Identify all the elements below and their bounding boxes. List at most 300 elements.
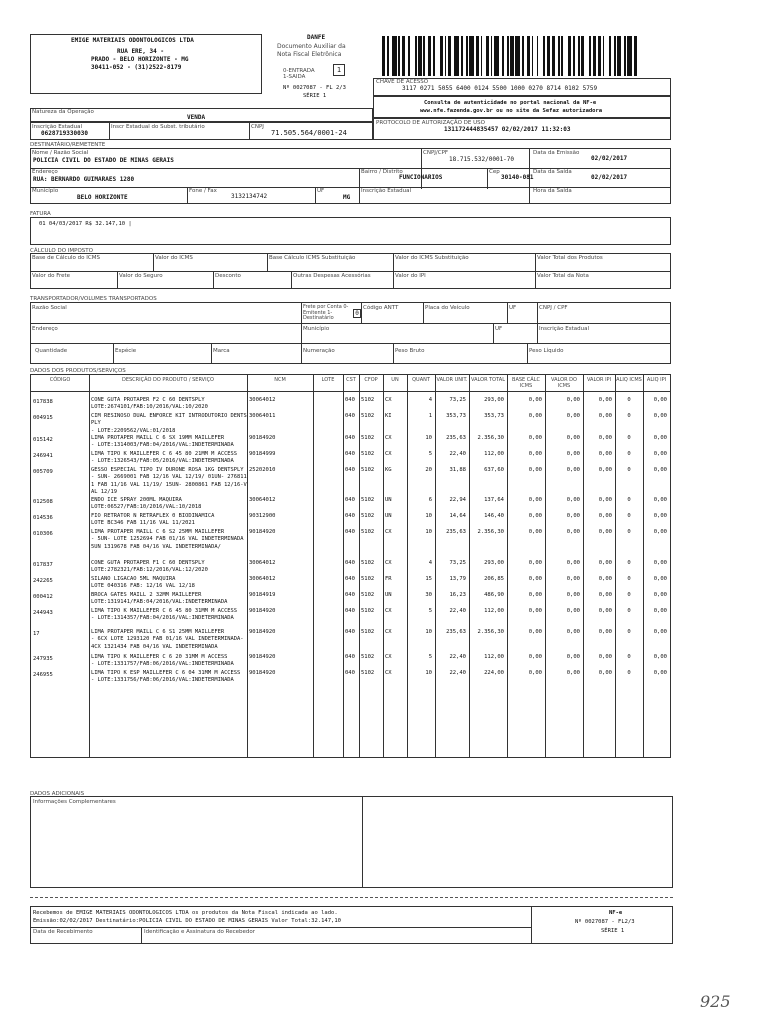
product-aliqipi: 0,00 (653, 654, 667, 660)
product-cst: 040 (345, 654, 355, 660)
canhoto-numero: Nº 0027087 - FL2/3 (575, 919, 635, 925)
product-total: 353,73 (484, 413, 504, 419)
emitente-address-1: RUA ERE, 34 - (117, 48, 164, 55)
product-qty: 5 (428, 451, 432, 457)
protocolo-value: 131172444835457 02/02/2017 11:32:03 (444, 126, 571, 133)
product-code: 246941 (33, 453, 53, 459)
product-ipi: 0,00 (598, 467, 612, 473)
dest-emissao: 02/02/2017 (591, 155, 628, 162)
transp-marca: Marca (213, 348, 230, 354)
product-total: 293,00 (484, 397, 504, 403)
product-un: CX (385, 529, 392, 535)
product-ncm: 30064012 (249, 397, 276, 403)
product-ncm: 90184920 (249, 435, 276, 441)
product-bc: 0,00 (528, 529, 542, 535)
product-icms: 0,00 (566, 413, 580, 419)
column-header: VALOR TOTAL (471, 377, 505, 383)
product-total: 2.356,30 (477, 435, 504, 441)
product-cst: 040 (345, 629, 355, 635)
product-unit: 353,73 (446, 413, 466, 419)
destinatario-box (30, 148, 671, 204)
product-ipi: 0,00 (598, 435, 612, 441)
product-cfop: 5102 (361, 497, 375, 503)
danfe-serie: SÉRIE 1 (303, 93, 327, 99)
product-description: BROCA GATES MAILL 2 32MM MAILLEFER LOTE:1319141/FAB:04/2016/VAL:INDETERMINADA (91, 592, 228, 606)
canhoto-box (30, 906, 673, 944)
product-bc: 0,00 (528, 451, 542, 457)
transp-antt: Código ANTT (363, 305, 399, 311)
v-nota-label: Valor Total da Nota (537, 273, 589, 279)
transp-ie: Inscrição Estadual (539, 326, 590, 332)
product-aliqipi: 0,00 (653, 629, 667, 635)
product-cst: 040 (345, 435, 355, 441)
product-unit: 73,25 (449, 560, 466, 566)
product-description: LIMA TIPO K ESP MAILLEFER C 6 04 31MM M ACCESS - LOTE:1331756/FAB:06/2016/VAL:INDETERMINADA (91, 670, 241, 684)
product-total: 637,60 (484, 467, 504, 473)
produtos-table (30, 374, 671, 758)
bc-icms-label: Base de Cálculo do ICMS (32, 255, 100, 261)
canhoto-data-label: Data de Recebimento (33, 929, 93, 935)
product-aliqipi: 0,00 (653, 451, 667, 457)
product-un: KG (385, 467, 392, 473)
product-cfop: 5102 (361, 629, 375, 635)
transp-placa: Placa do Veículo (425, 305, 470, 311)
product-total: 486,90 (484, 592, 504, 598)
product-description: GESSO ESPECIAL TIPO IV DURONE ROSA 1KG DENTSPLY - SUN- 2669001 FAB 12/16 VAL 12/19/ 01UN- 276811 1 FAB 11/16 VAL 11/19/ 15UN- 2800861 FAB 12/16-V AL 12/19 (91, 467, 247, 496)
barcode-image (382, 36, 640, 76)
product-description: CONE GUTA PROTAPER F1 C 60 DENTSPLY LOTE:2782321/FAB:12/2016/VAL:12/2020 (91, 560, 208, 574)
product-cst: 040 (345, 608, 355, 614)
product-icms: 0,00 (566, 592, 580, 598)
transp-quantidade: Quantidade (35, 348, 68, 354)
product-total: 206,85 (484, 576, 504, 582)
product-total: 2.356,30 (477, 529, 504, 535)
product-icms: 0,00 (566, 529, 580, 535)
adicionais-box (30, 796, 673, 888)
product-description: LIMA TIPO K MAILLEFER C 6 45 80 21MM M ACCESS - LOTE:1326543/FAB:05/2016/VAL:INDETERMINADA (91, 451, 238, 465)
product-bc: 0,00 (528, 397, 542, 403)
product-cst: 040 (345, 497, 355, 503)
danfe-tipo: 1 (333, 64, 345, 76)
product-bc: 0,00 (528, 670, 542, 676)
product-un: CX (385, 435, 392, 441)
product-code: 017838 (33, 399, 53, 405)
product-cst: 040 (345, 413, 355, 419)
product-description: CONE GUTA PROTAPER F2 C 60 DENTSPLY LOTE:2674101/FAB:10/2016/VAL:10/2020 (91, 397, 208, 411)
product-description: SILANO LIGACAO 5ML MAQUIRA LOTE 040316 FAB: 12/16 VAL 12/18 (91, 576, 195, 590)
product-code: 004915 (33, 415, 53, 421)
product-aliqipi: 0,00 (653, 513, 667, 519)
chave-box (373, 78, 671, 96)
product-aliqipi: 0,00 (653, 497, 667, 503)
column-header: CFOP (364, 377, 378, 383)
product-description: LIMA TIPO K MAILLEFER C 6 45 80 31MM M ACCESS - LOTE:1314357/FAB:04/2016/VAL:INDETERMINADA (91, 608, 238, 622)
v-ipi-label: Valor do IPI (395, 273, 426, 279)
danfe-title: DANFE (307, 34, 326, 41)
transp-peso-bruto: Peso Bruto (395, 348, 425, 354)
product-total: 224,00 (484, 670, 504, 676)
product-cfop: 5102 (361, 467, 375, 473)
dest-endereco-label: Endereço (32, 169, 58, 175)
product-cst: 040 (345, 576, 355, 582)
product-icms: 0,00 (566, 670, 580, 676)
product-icms: 0,00 (566, 451, 580, 457)
dest-cnpj: 18.715.532/0001-70 (449, 156, 515, 163)
product-description: LIMA PROTAPER MAILL C 6 S2 25MM MAILLEFER - 5UN- LOTE 1252694 FAB 01/16 VAL INDETERMINADA 5UN 1319678 FAB 04/16 VAL INDETERMINADA/ (91, 529, 244, 550)
transp-cnpj: CNPJ / CPF (539, 305, 568, 311)
dest-uf: MG (343, 194, 351, 201)
v-st-label: Valor do ICMS Substituição (395, 255, 469, 261)
product-icms: 0,00 (566, 654, 580, 660)
product-unit: 235,63 (446, 529, 466, 535)
product-qty: 6 (428, 497, 432, 503)
fatura-box (30, 217, 671, 245)
v-icms-label: Valor do ICMS (155, 255, 193, 261)
produtos-section: DADOS DOS PRODUTOS/SERVIÇOS (30, 368, 126, 374)
adicionais-section: DADOS ADICIONAIS (30, 791, 85, 797)
product-cfop: 5102 (361, 670, 375, 676)
bc-st-label: Base Cálculo ICMS Substituição (269, 255, 356, 261)
danfe-subtitle-2: Nota Fiscal Eletrônica (277, 51, 342, 58)
product-total: 137,64 (484, 497, 504, 503)
product-ipi: 0,00 (598, 513, 612, 519)
protocolo-label: PROTOCOLO DE AUTORIZAÇÃO DE USO (376, 120, 485, 126)
product-ncm: 30064012 (249, 497, 276, 503)
product-cfop: 5102 (361, 529, 375, 535)
product-cfop: 5102 (361, 451, 375, 457)
product-cst: 040 (345, 451, 355, 457)
imposto-box (30, 253, 671, 289)
product-cst: 040 (345, 592, 355, 598)
product-ipi: 0,00 (598, 629, 612, 635)
product-bc: 0,00 (528, 576, 542, 582)
product-code: 010306 (33, 531, 53, 537)
imposto-section: CÁLCULO DO IMPOSTO (30, 248, 93, 254)
canhoto-assinatura-label: Identificação e Assinatura do Recebedor (144, 929, 256, 935)
product-un: CX (385, 629, 392, 635)
product-aliq: 0 (627, 497, 631, 503)
product-icms: 0,00 (566, 497, 580, 503)
product-ipi: 0,00 (598, 576, 612, 582)
product-unit: 22,40 (449, 451, 466, 457)
v-frete-label: Valor do Frete (32, 273, 71, 279)
inscricoes-box (30, 122, 373, 140)
product-description: FIO RETRATOR N RETRAFLEX 0 BIODINAMICA LOTE BC346 FAB 11/16 VAL 11/2021 (91, 513, 215, 527)
product-unit: 16,23 (449, 592, 466, 598)
product-description: CIM RESINOSO DUAL ENFORCE KIT INTRODUTORIO DENTS PLY - LOTE:2209562/VAL:01/2018 (91, 413, 247, 434)
product-aliqipi: 0,00 (653, 560, 667, 566)
product-un: UN (385, 592, 392, 598)
product-code: 244943 (33, 610, 53, 616)
product-cfop: 5102 (361, 592, 375, 598)
product-icms: 0,00 (566, 397, 580, 403)
product-bc: 0,00 (528, 467, 542, 473)
product-aliqipi: 0,00 (653, 576, 667, 582)
desconto-label: Desconto (215, 273, 241, 279)
column-header: QUANT (412, 377, 430, 383)
product-ncm: 90184920 (249, 629, 276, 635)
product-icms: 0,00 (566, 513, 580, 519)
dest-saida: 02/02/2017 (591, 174, 628, 181)
product-total: 293,00 (484, 560, 504, 566)
emitente-address-3: 30411-052 - (31)2522-8179 (91, 64, 182, 71)
product-cst: 040 (345, 529, 355, 535)
dest-nome-label: Nome / Razão Social (32, 150, 89, 156)
product-ncm: 90312900 (249, 513, 276, 519)
product-code: 015142 (33, 437, 53, 443)
product-unit: 22,94 (449, 497, 466, 503)
product-ipi: 0,00 (598, 529, 612, 535)
dest-nome: POLICIA CIVIL DO ESTADO DE MINAS GERAIS (33, 157, 174, 164)
product-aliq: 0 (627, 576, 631, 582)
product-icms: 0,00 (566, 576, 580, 582)
canhoto-serie: SÉRIE 1 (601, 928, 625, 934)
product-unit: 31,88 (449, 467, 466, 473)
product-ipi: 0,00 (598, 608, 612, 614)
dest-fone-label: Fone / Fax (189, 188, 217, 194)
product-icms: 0,00 (566, 435, 580, 441)
emitente-box (30, 34, 262, 94)
dest-municipio: BELO HORIZONTE (77, 194, 128, 201)
product-qty: 10 (425, 435, 432, 441)
product-ipi: 0,00 (598, 560, 612, 566)
dest-ie-label: Inscrição Estadual (361, 188, 412, 194)
danfe-box (265, 34, 373, 99)
transp-peso-liquido: Peso Líquido (529, 348, 564, 354)
product-qty: 10 (425, 529, 432, 535)
product-qty: 5 (428, 654, 432, 660)
dest-bairro: FUNCIONARIOS (399, 174, 443, 181)
product-description: ENDO ICE SPRAY 200ML MAQUIRA LOTE:06527/FAB:10/2016/VAL:10/2018 (91, 497, 202, 511)
product-ncm: 90184920 (249, 608, 276, 614)
product-qty: 5 (428, 608, 432, 614)
product-aliqipi: 0,00 (653, 413, 667, 419)
product-ncm: 90184920 (249, 529, 276, 535)
canhoto-line-1: Recebemos de EMIGE MATERIAIS ODONTOLOGICOS LTDA os produtos da Nota Fiscal indicada ao lado. (33, 910, 338, 916)
product-cfop: 5102 (361, 513, 375, 519)
product-bc: 0,00 (528, 608, 542, 614)
dest-uf-label: UF (317, 188, 325, 194)
product-ipi: 0,00 (598, 654, 612, 660)
product-un: CX (385, 397, 392, 403)
product-aliq: 0 (627, 592, 631, 598)
product-aliqipi: 0,00 (653, 670, 667, 676)
transp-uf: UF (509, 305, 517, 311)
product-bc: 0,00 (528, 435, 542, 441)
product-aliqipi: 0,00 (653, 529, 667, 535)
transp-section: TRANSPORTADOR/VOLUMES TRANSPORTADOS (30, 296, 157, 302)
transp-box (30, 302, 671, 364)
chave-label: CHAVE DE ACESSO (376, 79, 429, 85)
product-total: 2.356,30 (477, 629, 504, 635)
column-header: VALOR DO ICMS (551, 377, 577, 389)
adicionais-label: Informações Complementares (33, 799, 116, 805)
product-un: CX (385, 654, 392, 660)
product-cfop: 5102 (361, 435, 375, 441)
dest-cnpj-label: CNPJ/CPF (423, 150, 449, 156)
product-ipi: 0,00 (598, 413, 612, 419)
canhoto-line-2: Emissão:02/02/2017 Destinatário:POLICIA CIVIL DO ESTADO DE MINAS GERAIS Valor Total:32.147,10 (33, 918, 341, 924)
product-qty: 30 (425, 592, 432, 598)
column-header: NCM (274, 377, 286, 383)
product-description: LIMA TIPO K MAILLEFER C 6 20 31MM M ACCESS - LOTE:1331757/FAB:06/2016/VAL:INDETERMINADA (91, 654, 234, 668)
product-bc: 0,00 (528, 629, 542, 635)
product-cfop: 5102 (361, 413, 375, 419)
danfe-entrada: 0-ENTRADA (283, 68, 315, 74)
product-aliq: 0 (627, 451, 631, 457)
cnpj-value: 71.505.564/0001-24 (271, 129, 347, 137)
consulta-box (373, 96, 671, 118)
transp-endereco: Endereço (32, 326, 58, 332)
dest-fone: 3132134742 (231, 193, 268, 200)
product-unit: 22,40 (449, 670, 466, 676)
column-header: VALOR UNIT. (436, 377, 468, 383)
fatura-value: 01 04/03/2017 R$ 32.147,10 | (39, 221, 132, 227)
dest-emissao-label: Data da Emissão (533, 150, 580, 156)
product-ncm: 90184999 (249, 451, 276, 457)
outras-label: Outras Despesas Acessórias (293, 273, 371, 279)
v-prod-label: Valor Total dos Produtos (537, 255, 603, 261)
product-code: 005709 (33, 469, 53, 475)
product-code: 242265 (33, 578, 53, 584)
product-cfop: 5102 (361, 654, 375, 660)
dest-saida-label: Data da Saída (533, 169, 572, 175)
dest-cep-label: Cep (489, 169, 500, 175)
product-code: 012508 (33, 499, 53, 505)
product-aliqipi: 0,00 (653, 592, 667, 598)
transp-frete: Frete por Conta 0-Emitente 1-Destinatário (303, 304, 349, 321)
transp-frete-value: 0 (353, 309, 361, 318)
product-cst: 040 (345, 397, 355, 403)
product-un: UN (385, 497, 392, 503)
cnpj-label: CNPJ (251, 124, 264, 130)
product-icms: 0,00 (566, 608, 580, 614)
product-ncm: 30064012 (249, 560, 276, 566)
column-header: CÓDIGO (49, 377, 71, 383)
product-unit: 235,63 (446, 435, 466, 441)
cut-line (30, 897, 673, 898)
product-bc: 0,00 (528, 413, 542, 419)
product-aliqipi: 0,00 (653, 608, 667, 614)
natureza-value: VENDA (187, 114, 206, 121)
ie-label: Inscrição Estadual (32, 124, 83, 130)
product-ipi: 0,00 (598, 670, 612, 676)
product-unit: 235,63 (446, 629, 466, 635)
product-cfop: 5102 (361, 608, 375, 614)
column-header: CST (346, 377, 356, 383)
canhoto-nfe: NF-e (609, 910, 623, 916)
product-ncm: 90184919 (249, 592, 276, 598)
product-unit: 73,25 (449, 397, 466, 403)
product-ncm: 25202010 (249, 467, 276, 473)
danfe-subtitle-1: Documento Auxiliar da (277, 43, 346, 50)
product-aliqipi: 0,00 (653, 435, 667, 441)
emitente-address-2: PRADO - BELO HORIZONTE - MG (91, 56, 189, 63)
transp-municipio: Município (303, 326, 330, 332)
danfe-numero: Nº 0027087 - FL 2/3 (283, 85, 346, 91)
product-code: 017837 (33, 562, 53, 568)
handwritten-note: 925 (700, 992, 731, 1011)
product-total: 112,00 (484, 608, 504, 614)
column-header: ALIQ IPI (646, 377, 667, 383)
column-header: BASE CÁLC ICMS (512, 377, 540, 389)
product-cfop: 5102 (361, 560, 375, 566)
product-code: 17 (33, 631, 40, 637)
product-ncm: 30064011 (249, 413, 276, 419)
product-un: KI (385, 413, 392, 419)
product-code: 000412 (33, 594, 53, 600)
product-aliq: 0 (627, 654, 631, 660)
ie-value: 0628719330030 (41, 130, 88, 137)
product-ipi: 0,00 (598, 397, 612, 403)
product-qty: 4 (428, 560, 432, 566)
product-qty: 10 (425, 629, 432, 635)
product-bc: 0,00 (528, 592, 542, 598)
product-aliqipi: 0,00 (653, 397, 667, 403)
product-bc: 0,00 (528, 513, 542, 519)
dest-cep: 30140-081 (501, 174, 534, 181)
transp-razao: Razão Social (32, 305, 67, 311)
product-aliq: 0 (627, 670, 631, 676)
dest-endereco: RUA: BERNARDO GUIMARAES 1280 (33, 176, 135, 183)
product-un: CX (385, 670, 392, 676)
product-cfop: 5102 (361, 397, 375, 403)
transp-especie: Espécie (115, 348, 137, 354)
column-header: UN (391, 377, 399, 383)
product-un: CX (385, 451, 392, 457)
natureza-box (30, 108, 373, 122)
product-cst: 040 (345, 560, 355, 566)
ie-st-label: Inscr Estadual do Subst. tributário (111, 124, 205, 130)
product-aliq: 0 (627, 529, 631, 535)
product-unit: 14,64 (449, 513, 466, 519)
product-code: 247935 (33, 656, 53, 662)
product-aliq: 0 (627, 397, 631, 403)
product-unit: 13,79 (449, 576, 466, 582)
product-description: LIMA PROTAPER MAILL C 6 S1 25MM MAILLEFER - 6CX LOTE 1293120 FAB 01/16 VAL INDETERMINADA- 4CX 1321434 FAB 04/16 VAL INDETERMINADA (91, 629, 244, 650)
transp-uf2: UF (495, 326, 503, 332)
product-bc: 0,00 (528, 654, 542, 660)
product-ipi: 0,00 (598, 497, 612, 503)
consulta-line-1: Consulta de autenticidade no portal nacional da NF-e (424, 100, 597, 106)
product-cst: 040 (345, 670, 355, 676)
product-qty: 15 (425, 576, 432, 582)
product-aliq: 0 (627, 629, 631, 635)
chave-value: 3117 0271 5055 6400 0124 5500 1000 0270 8714 0102 5759 (402, 85, 598, 92)
product-qty: 4 (428, 397, 432, 403)
product-icms: 0,00 (566, 560, 580, 566)
product-un: CX (385, 560, 392, 566)
product-icms: 0,00 (566, 629, 580, 635)
transp-numeracao: Numeração (303, 348, 335, 354)
product-unit: 22,40 (449, 654, 466, 660)
product-ncm: 30064012 (249, 576, 276, 582)
product-aliq: 0 (627, 435, 631, 441)
product-total: 112,00 (484, 451, 504, 457)
destinatario-section: DESTINATÁRIO/REMETENTE (30, 142, 106, 148)
product-description: LIMA PROTAPER MAILL C 6 SX 19MM MAILLEFER - LOTE:1314003/FAB:04/2016/VAL:INDETERMINADA (91, 435, 234, 449)
product-total: 146,40 (484, 513, 504, 519)
product-aliq: 0 (627, 608, 631, 614)
consulta-line-2: www.nfe.fazenda.gov.br ou no site da Sefaz autorizadora (420, 108, 603, 114)
product-ipi: 0,00 (598, 592, 612, 598)
product-qty: 10 (425, 513, 432, 519)
dest-bairro-label: Bairro / Distrito (361, 169, 403, 175)
product-qty: 20 (425, 467, 432, 473)
product-ipi: 0,00 (598, 451, 612, 457)
danfe-saida: 1-SAIDA (283, 74, 306, 80)
product-bc: 0,00 (528, 560, 542, 566)
